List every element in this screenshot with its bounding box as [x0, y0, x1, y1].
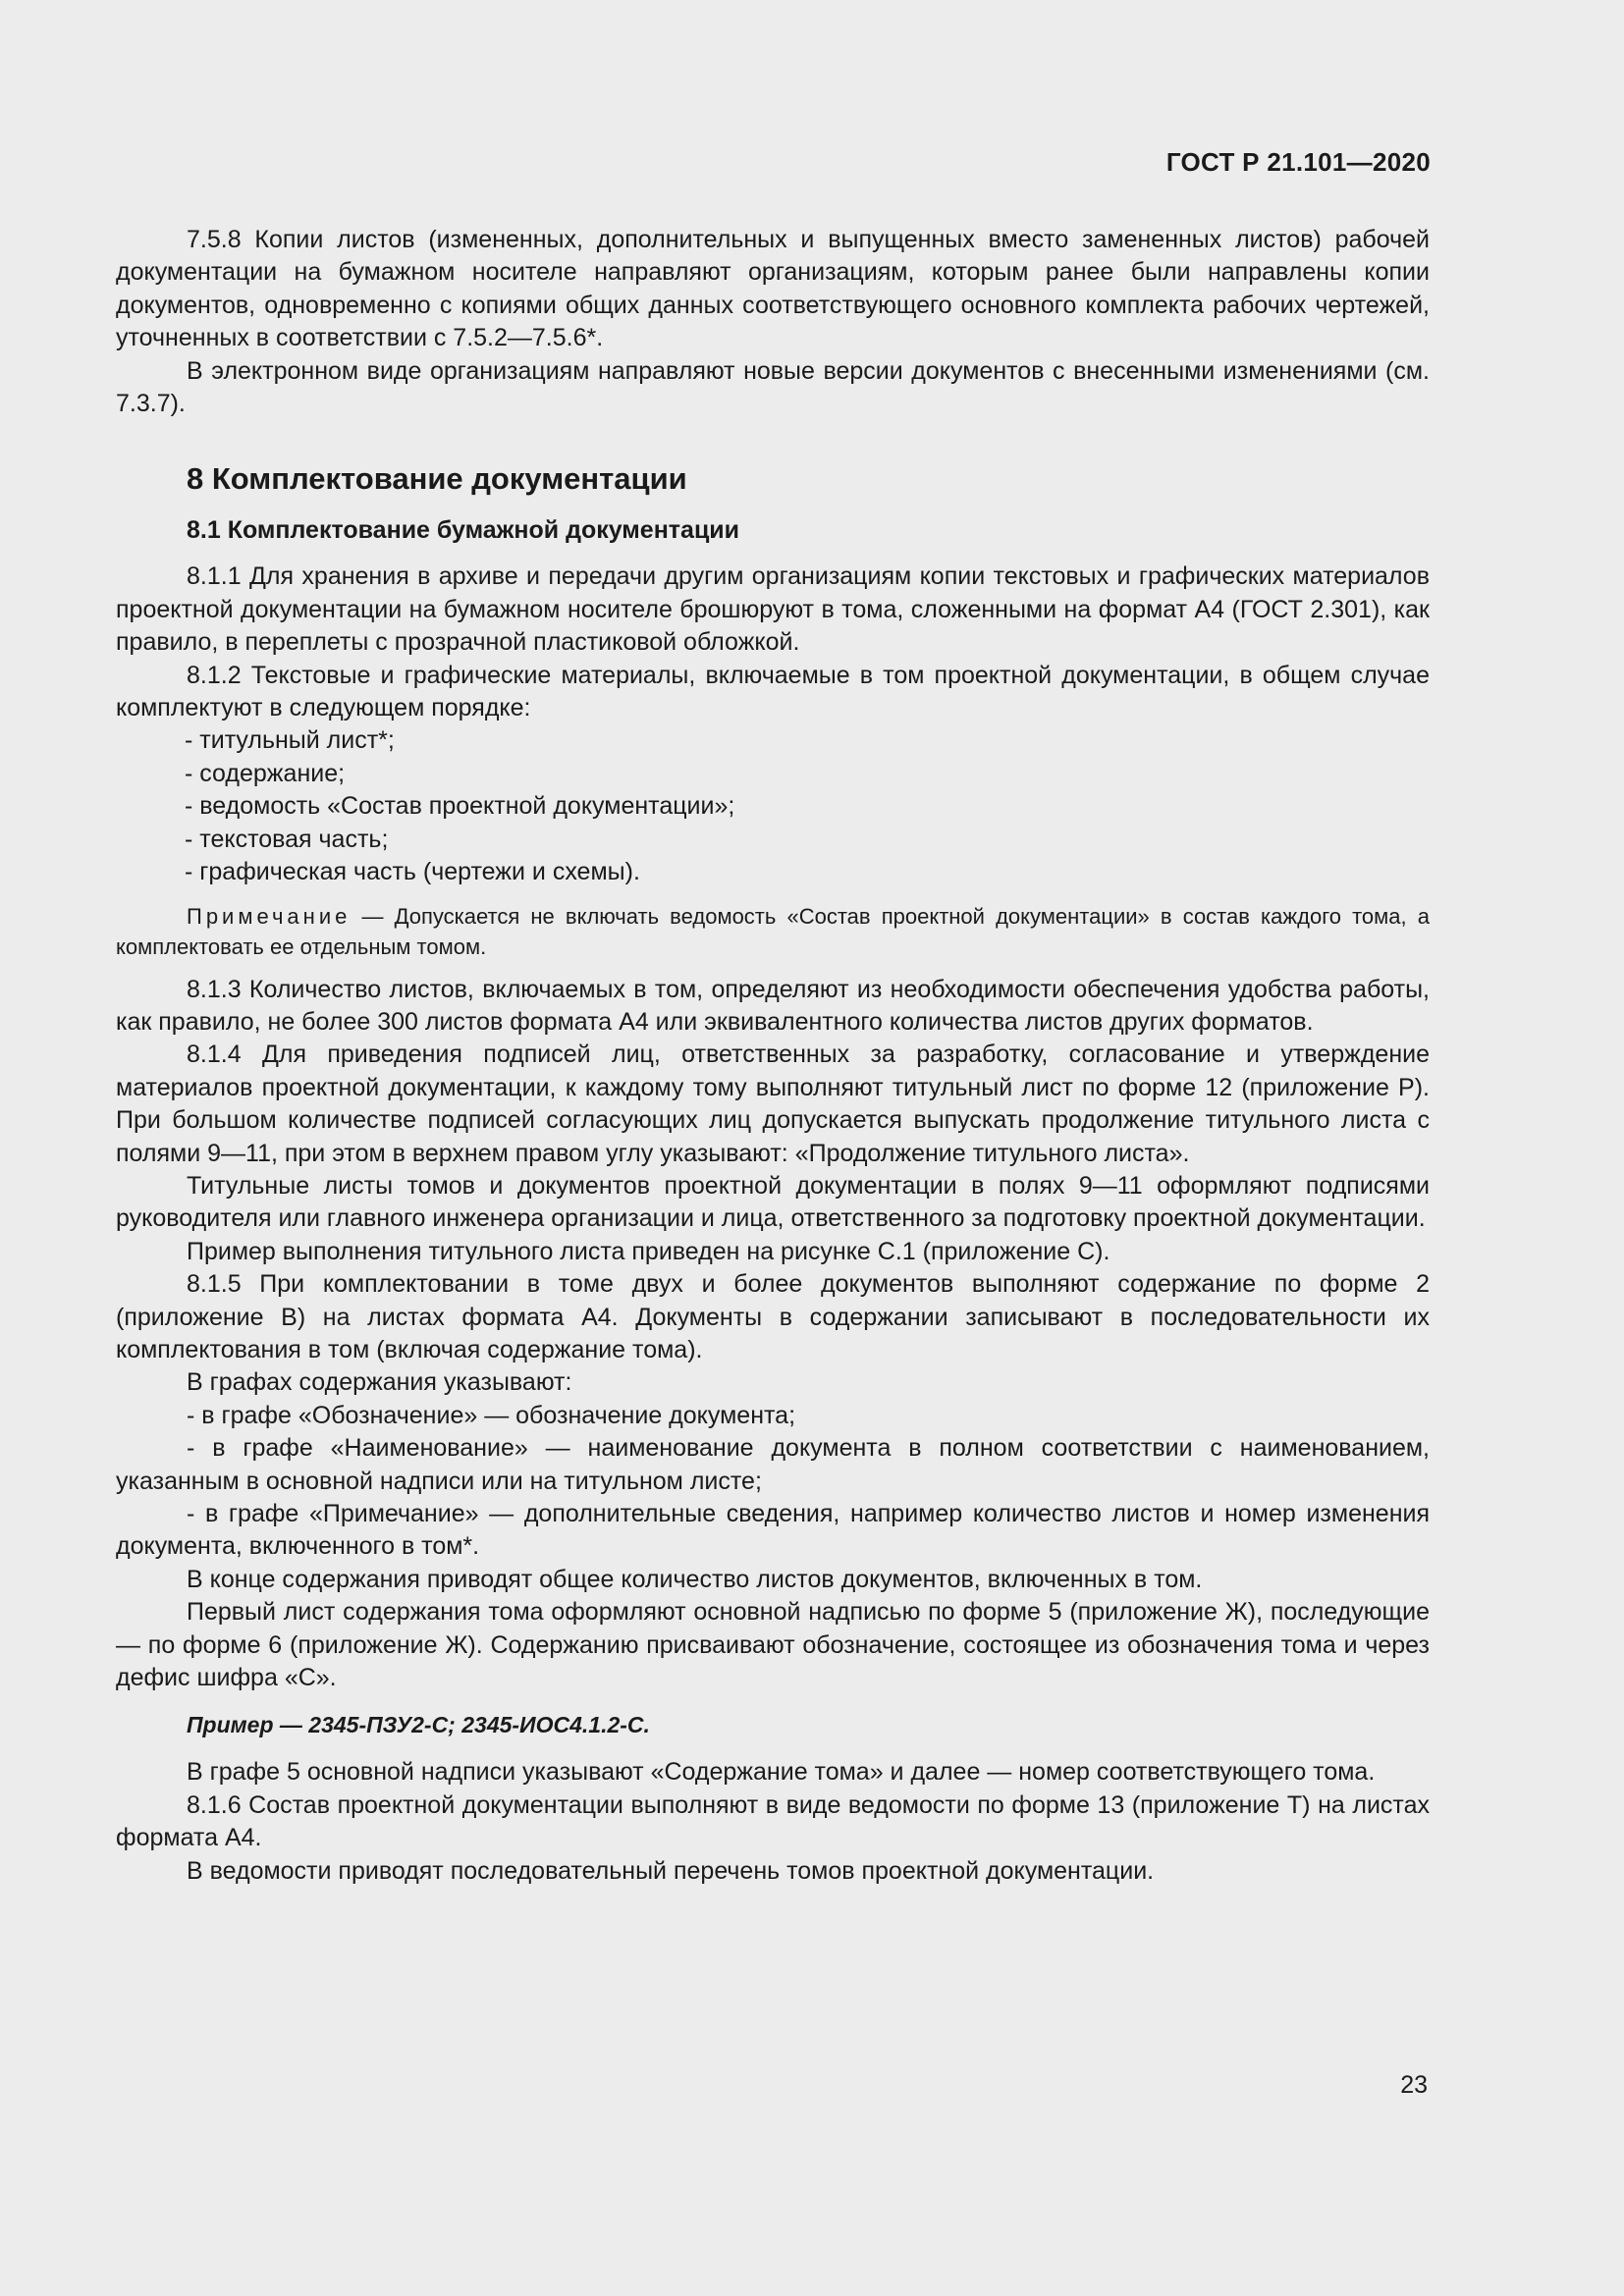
document-body: [116, 224, 1430, 1888]
list-item: - титульный лист*;: [185, 724, 1430, 757]
paragraph-8-1-5-c: В конце содержания приводят общее количество листов документов, включенных в том.: [187, 1565, 1203, 1593]
list-item: - ведомость «Состав проектной документации»;: [185, 790, 1430, 823]
subsection-title: 8.1 Комплектование бумажной документации: [187, 516, 740, 545]
page-number: 23: [1400, 2071, 1428, 2099]
paragraph-8-1-4-b: Титульные листы томов и документов проектной документации в полях 9—11 оформляют подписями руководителя или главного инженера организации и лица, ответственного за подготовку проектной документации.: [116, 1171, 1430, 1233]
document-header: ГОСТ Р 21.101—2020: [1165, 147, 1431, 177]
section-title: 8 Комплектование документации: [187, 461, 687, 497]
list-item: - текстовая часть;: [185, 824, 1430, 856]
paragraph-8-1-1: 8.1.1 Для хранения в архиве и передачи другим организациям копии текстовых и графических материалов проектной документации на бумажном носителе брошюруют в тома, сложенными на формат А4 (ГОСТ 2.301), как правило, в переплеты с прозрачной пластиковой обложкой.: [116, 562, 1430, 657]
paragraph-8-1-5-item2: - в графе «Наименование» — наименование документа в полном соответствии с наименованием, указанным в основной надписи или на титульном листе;: [116, 1434, 1430, 1495]
paragraph-8-1-4-c: Пример выполнения титульного листа приведен на рисунке С.1 (приложение С).: [187, 1237, 1110, 1265]
paragraph-8-1-5-d: Первый лист содержания тома оформляют основной надписью по форме 5 (приложение Ж), последующие — по форме 6 (приложение Ж). Содержанию присваивают обозначение, состоящее из обозначения тома и через дефис шифра «С».: [116, 1598, 1430, 1692]
paragraph-7-5-8: 7.5.8 Копии листов (измененных, дополнительных и выпущенных вместо замененных листов) рабочей документации на бумажном носителе направляют организациям, которым ранее были направлены копии документов, одновременно с копиями общих данных соответствующего основного комплекта рабочих чертежей, уточненных в соответствии с 7.5.2—7.5.6*.: [116, 226, 1430, 352]
paragraph-8-1-5-b: В графах содержания указывают:: [187, 1368, 572, 1397]
list-8-1-2: [116, 724, 1430, 888]
note: [116, 901, 1430, 962]
note-label: Примечание: [187, 903, 352, 929]
paragraph-8-1-2: 8.1.2 Текстовые и графические материалы, включаемые в том проектной документации, в общем случае комплектуют в следующем порядке:: [116, 661, 1430, 722]
paragraph-8-1-3: 8.1.3 Количество листов, включаемых в том, определяют из необходимости обеспечения удобства работы, как правило, не более 300 листов формата А4 или эквивалентного количества листов других форматов.: [116, 975, 1430, 1036]
paragraph-8-1-5-e: В графе 5 основной надписи указывают «Содержание тома» и далее — номер соответствующего тома.: [187, 1758, 1376, 1787]
paragraph-electronic: В электронном виде организациям направляют новые версии документов с внесенными изменениями (см. 7.3.7).: [116, 356, 1430, 418]
paragraph-8-1-6: 8.1.6 Состав проектной документации выполняют в виде ведомости по форме 13 (приложение Т) на листах формата А4.: [116, 1790, 1430, 1852]
paragraph-8-1-6-b: В ведомости приводят последовательный перечень томов проектной документации.: [187, 1856, 1155, 1885]
paragraph-8-1-5-item3: - в графе «Примечание» — дополнительные сведения, например количество листов и номер изменения документа, включенного в том*.: [116, 1500, 1430, 1561]
list-item: - содержание;: [185, 758, 1430, 790]
paragraph-8-1-4: 8.1.4 Для приведения подписей лиц, ответственных за разработку, согласование и утверждение материалов проектной документации, к каждому тому выполняют титульный лист по форме 12 (приложение Р). При большом количестве подписей согласующих лиц допускается выпускать продолжение титульного листа с полями 9—11, при этом в верхнем правом углу указывают: «Продолжение титульного листа».: [116, 1041, 1430, 1167]
note-dash: —: [351, 903, 395, 929]
list-item: - графическая часть (чертежи и схемы).: [185, 856, 1430, 888]
paragraph-8-1-5: 8.1.5 При комплектовании в томе двух и более документов выполняют содержание по форме 2 (приложение В) на листах формата А4. Документы в содержании записывают в последовательности их комплектования в том (включая содержание тома).: [116, 1270, 1430, 1363]
note-text: Допускается не включать ведомость «Состав проектной документации» в состав каждого тома, а комплектовать ее отдельным томом.: [116, 903, 1430, 959]
example: Пример — 2345-ПЗУ2-С; 2345-ИОС4.1.2-С.: [187, 1712, 650, 1738]
paragraph-8-1-5-item1: - в графе «Обозначение» — обозначение документа;: [187, 1401, 796, 1429]
